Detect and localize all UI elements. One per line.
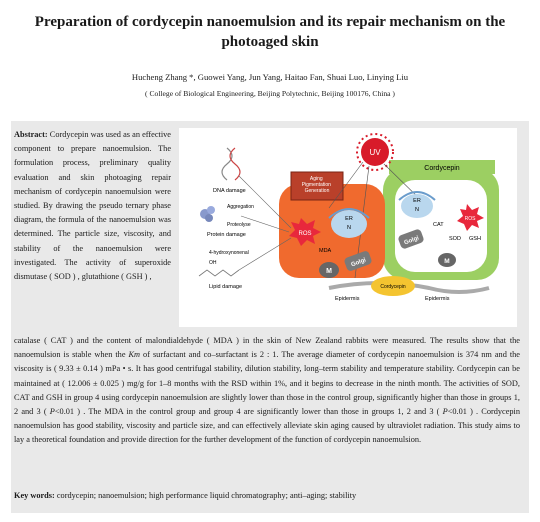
p-italic-1: P — [49, 407, 55, 417]
title-line-2: photoaged skin — [221, 34, 319, 50]
title-line-1: Preparation of cordycepin nanoemulsion and its repair mechanism on the — [34, 14, 506, 30]
dna-icon — [222, 148, 240, 180]
abstract-full-width — [14, 334, 520, 448]
gsh-label: GSH — [469, 236, 481, 242]
mda-label: MDA — [319, 248, 332, 254]
sod-label: SOD — [449, 236, 461, 242]
ros-label: ROS — [464, 216, 476, 222]
golgi-label: Golgi — [403, 235, 420, 247]
oh-label: OH — [209, 260, 217, 266]
cat-label: CAT — [433, 222, 444, 228]
er-label: ER — [345, 216, 353, 222]
abstract-label: Abstract: — [14, 130, 48, 139]
abstract-text-1: catalase ( CAT ) and the content of malondialdehyde ( MDA ) in the skin of New Zealand rabbits were measured. The results show that the nanoemulsion is stable when the — [14, 336, 520, 360]
epidermis-label-right: Epidermis — [425, 296, 450, 302]
keywords-text: cordycepin; nanoemulsion; high performance liquid chromatography; anti–aging; stability — [54, 491, 357, 500]
abstract-text-3: <0.01 ) . The MDA in the control group and group 4 are significantly lower than those in groups 1, 2 and 3 ( — [54, 407, 443, 417]
golgi-label: Golgi — [350, 257, 367, 269]
dna-damage-label: DNA damage — [213, 188, 246, 194]
nucleus-label: N — [415, 207, 419, 213]
mitochondria-label: M — [326, 268, 332, 275]
mitochondria-label: M — [444, 258, 450, 265]
epidermis-label-left: Epidermis — [335, 296, 360, 302]
cordycepin-layer-label: Cordycepin — [380, 284, 406, 290]
protein-icon — [200, 206, 215, 222]
hne-label: 4-hydroxynonenal — [209, 250, 249, 256]
protein-damage-label: Protein damage — [207, 232, 246, 238]
cordycepin-label: Cordycepin — [424, 165, 460, 172]
keywords-line — [14, 489, 520, 503]
uv-label: UV — [369, 148, 381, 157]
km-italic: Km — [128, 350, 141, 360]
nucleus-icon — [331, 210, 367, 238]
nucleus-label: N — [347, 225, 351, 231]
abstract-left-text: Cordycepin was used as an effective component to prepare nanoemulsion. The formulation process, preliminary quality evaluation and skin photoaging repair mechanism of cordycepin nanoemulsion were studied. By drawing the pseudo ternary phase diagram, the formula of the nanoemulsion was determined. The particle size, viscosity, and stability of the nanoemulsion were investigated. The activity of superoxide dismutase ( SOD ) , glutathione ( GSH ) , — [14, 130, 171, 282]
abstract-left-column — [14, 128, 171, 284]
affiliation: ( College of Biological Engineering, Beijing Polytechnic, Beijing 100176, China ) — [145, 89, 395, 98]
abstract-text-2: of surfactant and co–surfactant is 2 : 1. The average diameter of cordycepin nanoemulsion is 374 nm and the viscosity is ( 9.33 ± 0.14 ) mPa • s. It has good centrifugal stability, dilution stability, long–term stability and temperature stability. Cordycepin can be maintained at ( 12.006 ± 0.025 ) mg/g for 1–8 months with the RSD within 1%, and it begins to decrease in the ninth month. The activities of SOD, CAT and GSH in group 4 using cordycepin nanoemulsion are slightly lower than those in the control group, significantly higher than those in groups 1, 2 and 3 ( — [14, 350, 520, 417]
mechanism-diagram — [179, 128, 517, 327]
paper-title — [30, 12, 510, 52]
ros-label: ROS — [298, 231, 312, 237]
proteolyse-label: Proteolyse — [227, 222, 251, 228]
abstract-text-4: <0.01 ) . Cordycepin nanoemulsion has good stability, viscosity and particle size, and can effectively alleviate skin aging caused by ultraviolet radiation. This study aims to lay a theoretical foundation and provide direction for the further development of the function of cordycepin nanoemulsion. — [14, 407, 520, 445]
aging-label: Aging Pigmentation Generation — [301, 176, 331, 194]
keywords-label: Key words: — [14, 491, 55, 500]
lipid-chain-icon — [199, 270, 239, 276]
p-italic-2: P — [442, 407, 448, 417]
graphical-abstract-figure — [179, 128, 517, 327]
author-list: Hucheng Zhang *, Guowei Yang, Jun Yang, Haitao Fan, Shuai Luo, Linying Liu — [131, 72, 409, 82]
aggregation-label: Aggregation — [227, 204, 254, 210]
lipid-damage-label: Lipid damage — [209, 284, 243, 290]
er-label: ER — [413, 198, 421, 204]
